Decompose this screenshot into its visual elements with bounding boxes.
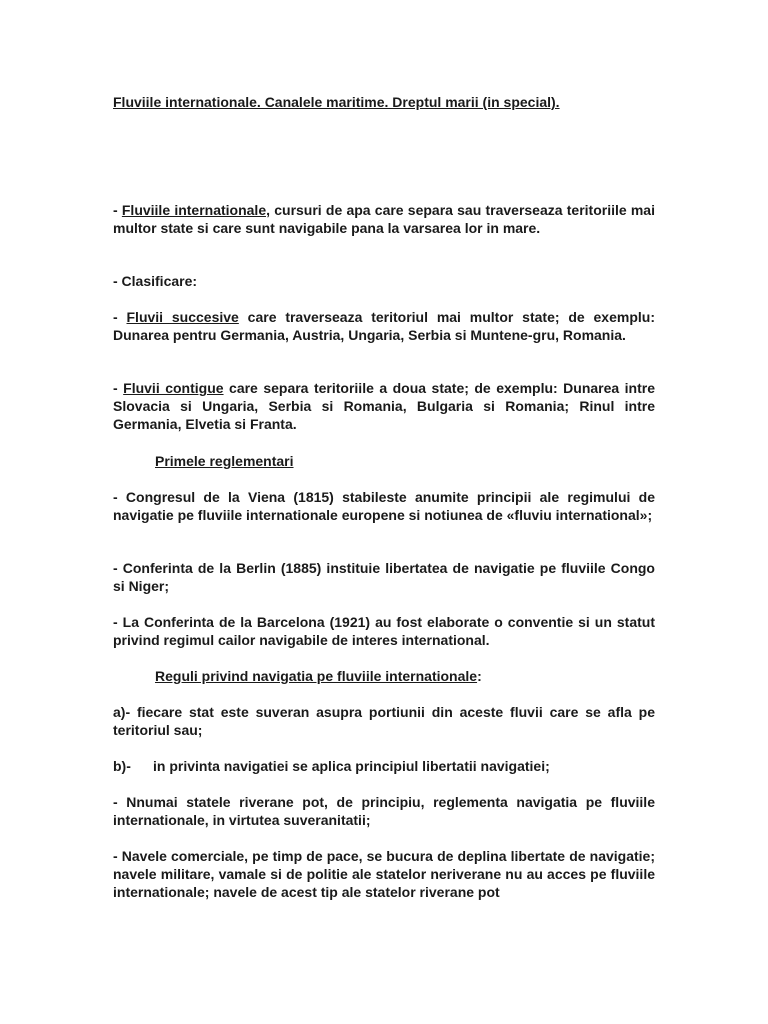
rule-a-paragraph: a)- fiecare stat este suveran asupra portiunii din aceste fluvii care se afla pe teritoriul sau; (113, 704, 655, 738)
successive-text: care traverseaza teritoriul mai multor state; de exemplu: Dunarea pentru Germania, Austria, Ungaria, Serbia si Muntene-gru, Romania. (113, 309, 655, 343)
successive-prefix: - (113, 309, 127, 325)
definition-paragraph (113, 201, 655, 237)
barcelona-paragraph: - La Conferinta de la Barcelona (1921) au fost elaborate o conventie si un statut privind regimul cailor navigabile de interes international. (113, 614, 655, 648)
classification-label: - Clasificare: (113, 273, 198, 289)
section-heading-first-regulations-text: Primele reglementari (155, 453, 294, 469)
contiguous-text: care separa teritoriile a doua state; de exemplu: Dunarea intre Slovacia si Ungaria, Serbia si Romania, Bulgaria si Romania; Rinul intre Germania, Elvetia si Franta. (113, 380, 656, 432)
section-heading-rules-suffix: : (477, 668, 482, 684)
definition-prefix: - (113, 202, 122, 218)
rule-riverane-paragraph: - Nnumai statele riverane pot, de principiu, reglementa navigatia pe fluviile internationale, in virtutea suveranitatii; (113, 794, 655, 828)
section-heading-first-regulations (155, 452, 655, 470)
berlin-paragraph: - Conferinta de la Berlin (1885) instituie libertatea de navigatie pe fluviile Congo si Niger; (113, 560, 655, 594)
contiguous-term: Fluvii contigue (123, 380, 224, 396)
rule-b-paragraph (113, 757, 655, 775)
successive-paragraph (113, 308, 655, 344)
section-heading-rules (155, 667, 655, 685)
vienna-paragraph: - Congresul de la Viena (1815) stabileste anumite principii ale regimului de navigatie pe fluviile internationale europene si notiunea de «fluviu international»; (113, 489, 655, 523)
rule-b-text: in privinta navigatiei se aplica principiul libertatii navigatiei; (153, 758, 550, 774)
rule-b-marker: b)- (113, 758, 131, 774)
section-heading-rules-text: Reguli privind navigatia pe fluviile internationale (155, 668, 478, 684)
definition-term: Fluviile internationale, (121, 202, 271, 218)
successive-term: Fluvii succesive (126, 309, 239, 325)
rule-navele-paragraph: - Navele comerciale, pe timp de pace, se bucura de deplina libertate de navigatie; navele militare, vamale si de politie ale statelor neriverane nu au acces pe fluviile internationale; navele de acest tip ale statelor riverane pot (113, 848, 655, 900)
definition-text: cursuri de apa care separa sau traverseaza teritoriile mai multor state si care sunt navigabile pana la varsarea lor in mare. (113, 202, 655, 236)
document-title: Fluviile internationale. Canalele maritime. Dreptul marii (in special). (113, 94, 560, 110)
contiguous-paragraph (113, 379, 655, 433)
contiguous-prefix: - (113, 380, 124, 396)
